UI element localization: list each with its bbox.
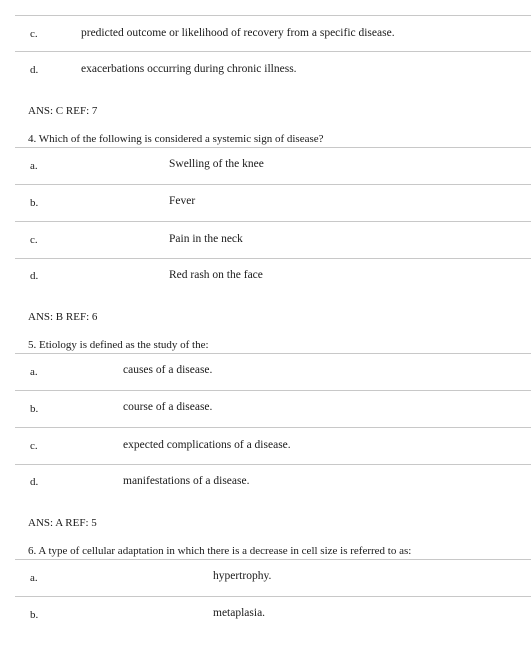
option-text: Swelling of the knee <box>169 158 264 170</box>
divider <box>15 51 531 52</box>
divider <box>15 221 531 222</box>
divider <box>15 390 531 391</box>
answer-line: ANS: B REF: 6 <box>28 311 98 323</box>
option-letter: a. <box>30 366 38 378</box>
option-text: Red rash on the face <box>169 269 263 281</box>
option-letter: c. <box>30 440 38 452</box>
option-text: Fever <box>169 195 196 207</box>
divider <box>15 559 531 560</box>
option-text: causes of a disease. <box>123 364 213 376</box>
divider <box>15 427 531 428</box>
option-letter: c. <box>30 28 38 40</box>
question-text: 6. A type of cellular adaptation in which there is a decrease in cell size is referred to as: <box>28 545 412 557</box>
option-letter: b. <box>30 197 39 209</box>
divider <box>15 596 531 597</box>
option-text: expected complications of a disease. <box>123 439 291 451</box>
option-text: predicted outcome or likelihood of recovery from a specific disease. <box>81 27 395 39</box>
option-text: course of a disease. <box>123 401 213 413</box>
option-letter: d. <box>30 270 39 282</box>
option-text: manifestations of a disease. <box>123 475 250 487</box>
option-letter: a. <box>30 572 38 584</box>
option-text: hypertrophy. <box>213 570 272 582</box>
divider <box>15 258 531 259</box>
answer-line: ANS: C REF: 7 <box>28 105 98 117</box>
divider <box>15 184 531 185</box>
divider <box>15 464 531 465</box>
divider <box>15 353 531 354</box>
option-text: exacerbations occurring during chronic illness. <box>81 63 297 75</box>
option-letter: d. <box>30 476 39 488</box>
option-text: metaplasia. <box>213 607 266 619</box>
option-letter: c. <box>30 234 38 246</box>
option-letter: d. <box>30 64 39 76</box>
question-text: 5. Etiology is defined as the study of the: <box>28 339 209 351</box>
divider <box>15 15 531 16</box>
question-text: 4. Which of the following is considered a systemic sign of disease? <box>28 133 324 145</box>
option-text: Pain in the neck <box>169 233 243 245</box>
option-letter: a. <box>30 160 38 172</box>
option-letter: b. <box>30 609 39 621</box>
divider <box>15 147 531 148</box>
answer-line: ANS: A REF: 5 <box>28 517 97 529</box>
option-letter: b. <box>30 403 39 415</box>
